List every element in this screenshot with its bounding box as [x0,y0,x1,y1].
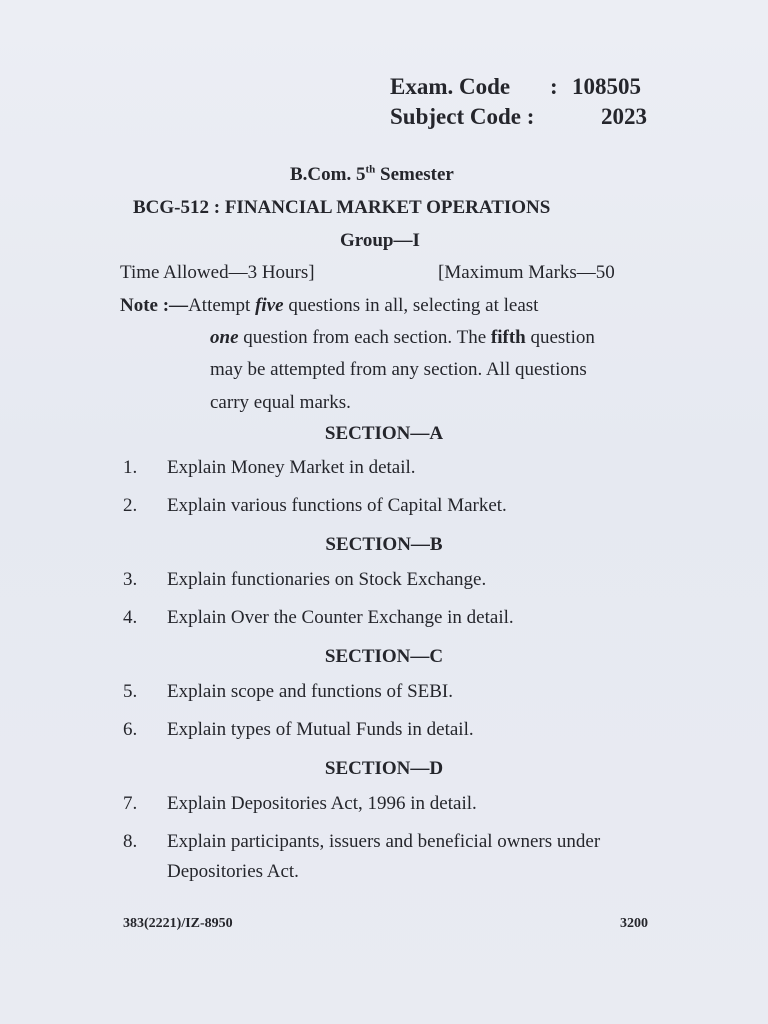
subject-code-value: 2023 [601,104,647,129]
note-emphasis-one: one [210,327,239,348]
note-emphasis-five: five [255,295,284,316]
question-text: Explain Money Market in detail. [167,457,416,478]
note-text: questions in all, selecting at least [283,295,539,316]
question-number: 5. [123,681,138,702]
question-number: 6. [123,719,138,740]
section-c-heading: SECTION—C [324,646,444,667]
exam-code-separator: : [550,74,558,99]
group-label: Group—I [340,230,420,251]
note-label: Note :— [120,295,189,316]
program-suffix: Semester [380,164,454,185]
subject-code-label: Subject Code : [390,104,535,129]
note-line-3: may be attempted from any section. All questions [210,359,587,380]
section-d-heading: SECTION—D [324,758,444,779]
question-number: 7. [123,793,138,814]
maximum-marks: [Maximum Marks—50 [438,262,615,283]
question-text-continued: Depositories Act. [167,861,299,882]
note-line-2 [210,327,595,349]
program-name: B.Com. 5 [290,164,366,185]
question-number: 4. [123,607,138,628]
question-text: Explain Over the Counter Exchange in detail. [167,607,514,628]
question-text: Explain functionaries on Stock Exchange. [167,569,487,590]
question-text: Explain Depositories Act, 1996 in detail. [167,793,477,814]
question-text: Explain scope and functions of SEBI. [167,681,454,702]
section-b-heading: SECTION—B [325,534,443,555]
paper-title: BCG-512 : FINANCIAL MARKET OPERATIONS [133,197,551,218]
note-text: question [525,327,595,348]
note-text: Attempt [188,295,256,316]
question-text: Explain participants, issuers and beneficial owners under [167,831,601,852]
question-number: 3. [123,569,138,590]
note-text: question from each section. The [238,327,491,348]
time-allowed: Time Allowed—3 Hours] [120,262,315,283]
question-text: Explain types of Mutual Funds in detail. [167,719,474,740]
note-line-4: carry equal marks. [210,392,351,413]
note-line-1 [120,295,538,317]
section-a-heading: SECTION—A [324,423,444,444]
program-superscript: th [365,163,376,176]
question-number: 2. [123,495,138,516]
paper-code: 383(2221)/IZ-8950 [123,916,233,931]
program-heading [290,164,454,186]
exam-code-value: 108505 [572,74,641,99]
exam-code-label: Exam. Code [390,74,511,99]
question-number: 8. [123,831,138,852]
question-number: 1. [123,457,138,478]
note-emphasis-fifth: fifth [490,327,526,348]
question-text: Explain various functions of Capital Market. [167,495,507,516]
print-count: 3200 [620,916,648,931]
